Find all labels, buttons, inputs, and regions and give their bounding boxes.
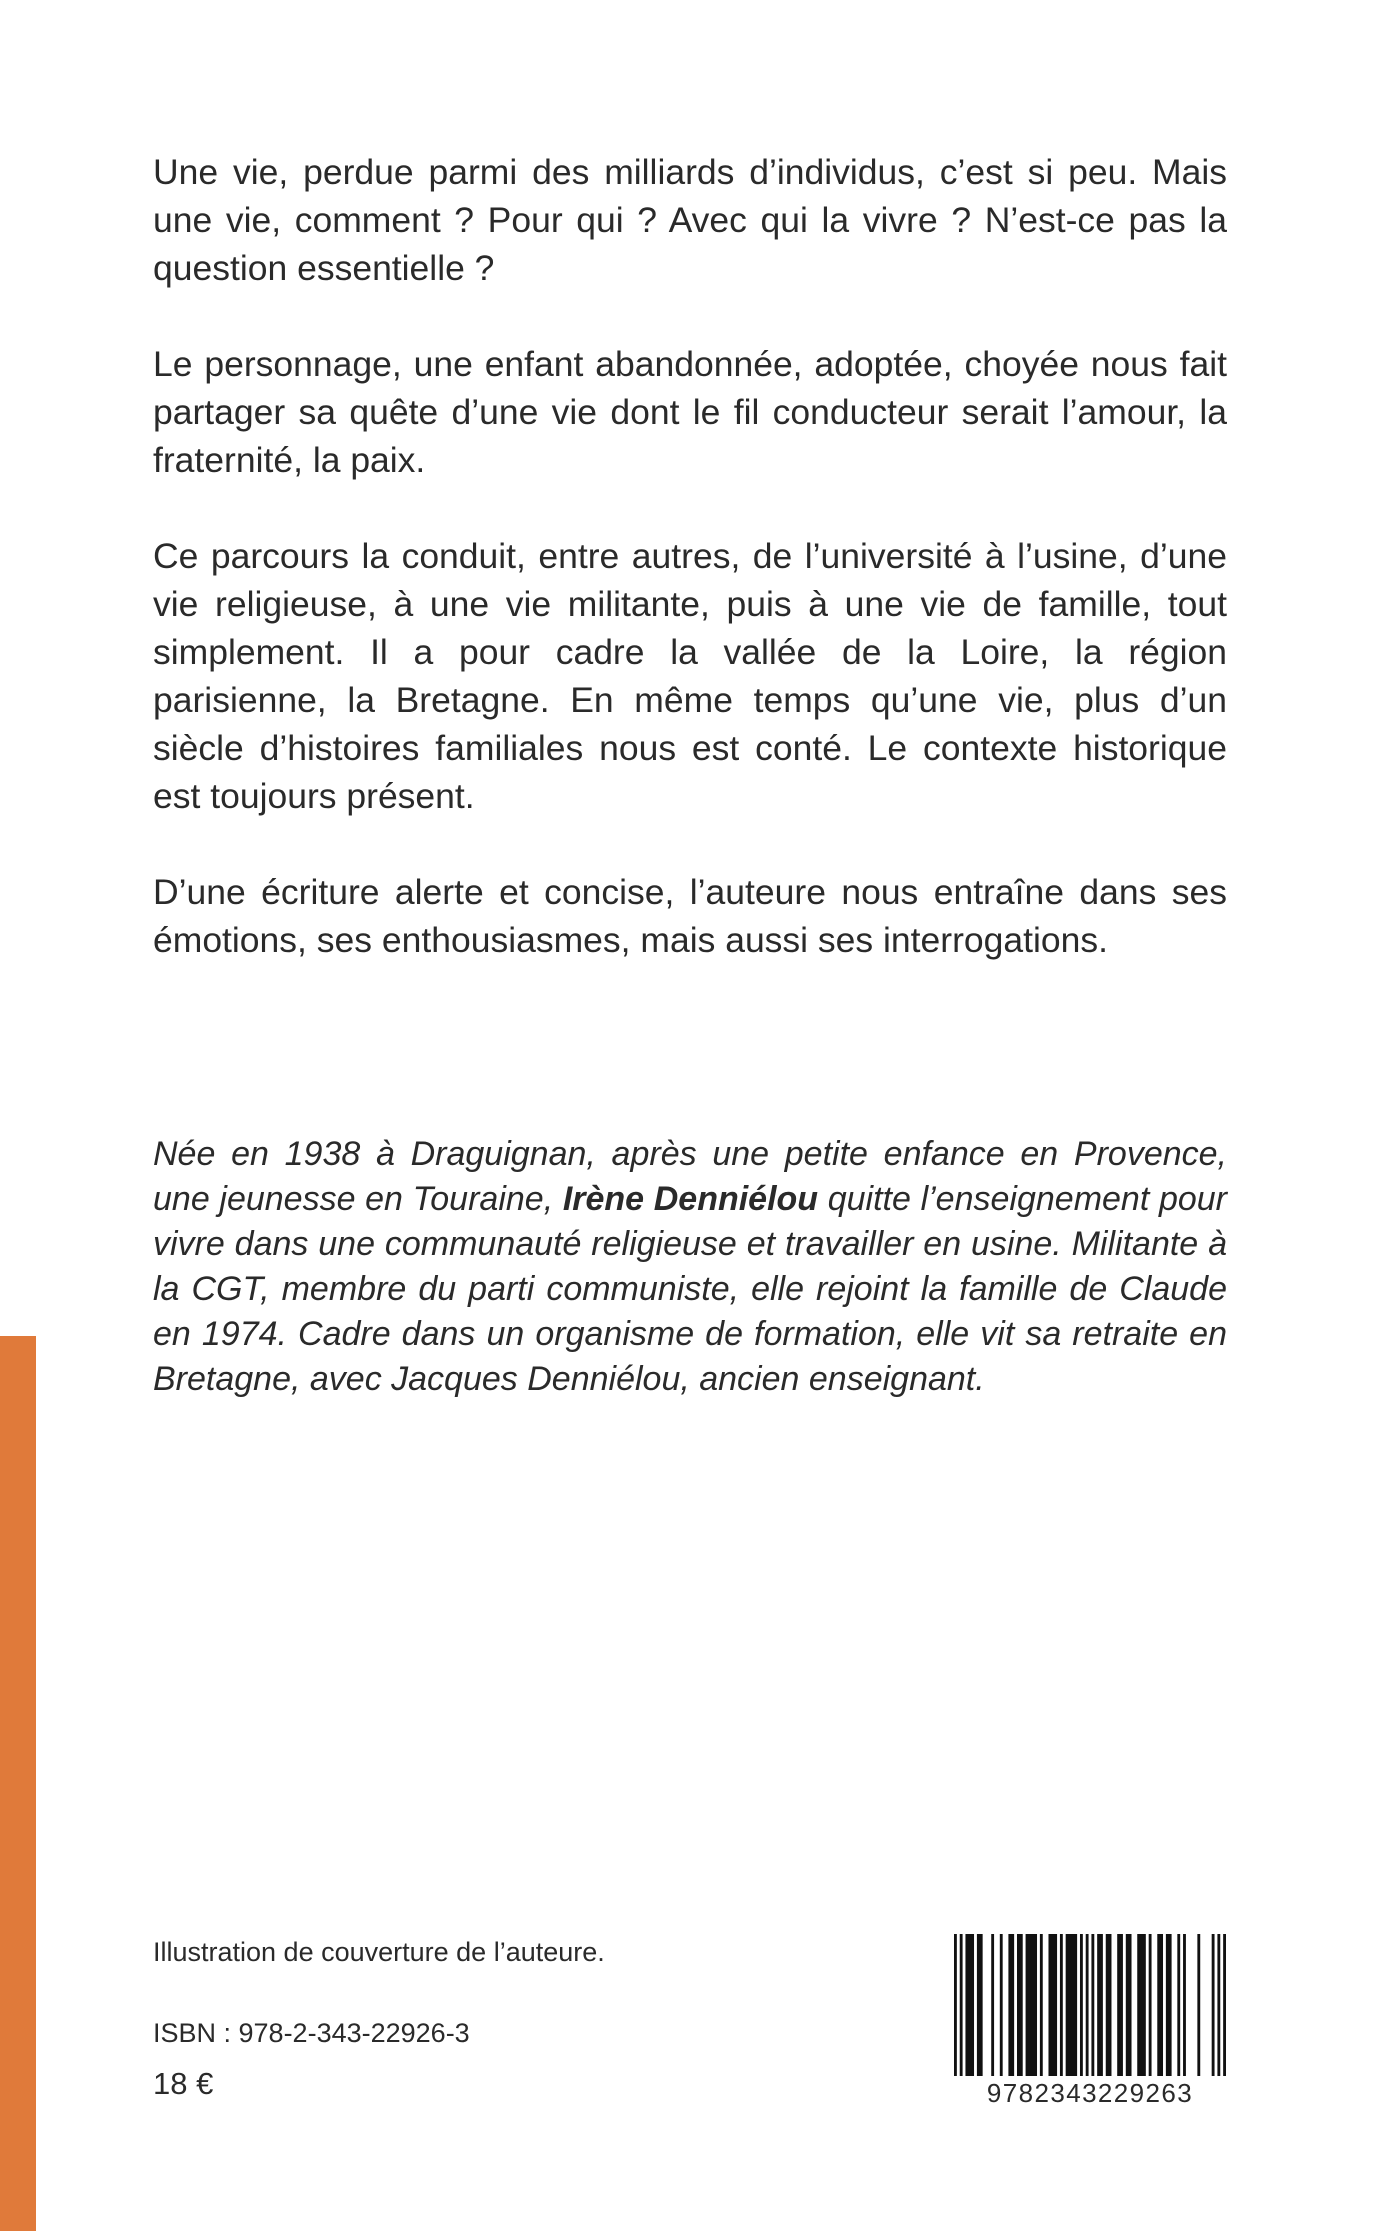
barcode-bar (1149, 1934, 1152, 2080)
barcode-bar (1017, 1934, 1023, 2080)
isbn-number: ISBN : 978-2-343-22926-3 (153, 2018, 470, 2048)
barcode-bar (1000, 1934, 1003, 2080)
author-bio-text (153, 1132, 1227, 1402)
barcode-bar (1008, 1934, 1014, 2080)
barcode-bar (1157, 1934, 1163, 2080)
barcode-bar (1040, 1934, 1043, 2080)
barcode-bar (1197, 1934, 1200, 2080)
barcode-bar (1106, 1934, 1112, 2080)
blurb-paragraph-4: D’une écriture alerte et concise, l’auteure nous entraîne dans ses émotions, ses enthousiasmes, mais aussi ses interrogations. (153, 872, 1227, 960)
barcode-bar (965, 1934, 974, 2080)
barcode-bar (1183, 1934, 1186, 2080)
author-bio (153, 1132, 1227, 1402)
bio-text-before: Née en 1938 à Draguignan, après une petite enfance en Provence, une jeunesse en Touraine, (153, 1135, 1227, 1218)
barcode-bar (1166, 1934, 1172, 2080)
barcode-bar (1080, 1934, 1083, 2080)
barcode-bar (1126, 1934, 1132, 2080)
barcode-bar (1097, 1934, 1103, 2080)
barcode-bar (1066, 1934, 1077, 2080)
barcode-bar (991, 1934, 994, 2080)
barcode-bar (977, 1934, 983, 2080)
back-cover-blurb (153, 148, 1227, 1012)
barcode-bar (1060, 1934, 1063, 2080)
blurb-paragraph-2: Le personnage, une enfant abandonnée, adoptée, choyée nous fait partager sa quête d’une vie dont le fil conducteur serait l’amour, la fraternité, la paix. (153, 344, 1227, 480)
author-name: Irène Denniélou (562, 1180, 819, 1218)
cover-illustration-credit: Illustration de couverture de l’auteure. (153, 1937, 605, 1967)
bio-text-after: quitte l’enseignement pour vivre dans une communauté religieuse et travailler en usine. Militante à la CGT, membre du parti communiste, elle rejoint la famille de Claude en 1974. Cadre dans un organisme de formation, elle vit sa retraite en Bretagne, avec Jacques Denniélou, ancien enseignant. (153, 1180, 1227, 1398)
barcode-bar (1117, 1934, 1123, 2080)
barcode-bar (1177, 1934, 1180, 2080)
barcode-bar (1048, 1934, 1057, 2080)
barcode-bar (1137, 1934, 1146, 2080)
orange-spine-bar (0, 1336, 36, 2231)
blurb-paragraph-3: Ce parcours la conduit, entre autres, de l’université à l’usine, d’une vie religieuse, à une vie militante, puis à une vie de famille, tout simplement. Il a pour cadre la vallée de la Loire, la région parisienne, la Bretagne. En même temps qu’une vie, plus d’un siècle d’histoires familiales nous est conté. Le contexte historique est toujours présent. (153, 536, 1227, 816)
barcode-digits: 9782343229263 (954, 2076, 1226, 2110)
blurb-paragraph-1: Une vie, perdue parmi des milliards d’individus, c’est si peu. Mais une vie, comment ? Pour qui ? Avec qui la vivre ? N’est-ce pas la question essentielle ? (153, 152, 1227, 288)
barcode-bar (1026, 1934, 1037, 2080)
price: 18 € (153, 2066, 214, 2101)
barcode-bar (1212, 1934, 1215, 2080)
ean-barcode (954, 1934, 1226, 2110)
